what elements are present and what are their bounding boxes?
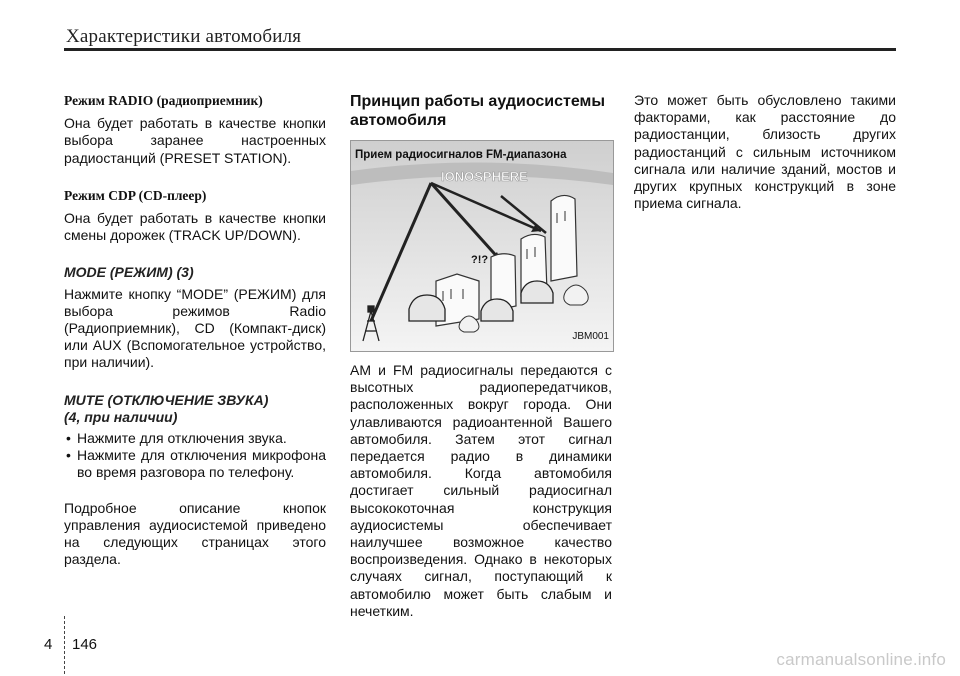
column-left	[64, 92, 326, 568]
mode-text: Нажмите кнопку “MODE” (РЕЖИМ) для выбора режимов Radio (Радиоприемник), CD (Компакт-диск) или AUX (Вспомогательное устройство, при наличии).	[64, 285, 326, 371]
question-marks: ?!?	[471, 254, 489, 266]
mute-heading: MUTE (ОТКЛЮЧЕНИЕ ЗВУКА)	[64, 391, 269, 408]
ionosphere-label: IONOSPHERE	[441, 169, 528, 184]
mute-heading-sub: (4, при наличии)	[64, 408, 178, 425]
list-item: • Нажмите для отключения микрофона во время разговора по телефону.	[64, 447, 326, 481]
cdp-mode-text: Она будет работать в качестве кнопки смены дорожек (TRACK UP/DOWN).	[64, 210, 326, 244]
watermark: carmanualsonline.info	[776, 650, 946, 669]
radio-mode-text: Она будет работать в качестве кнопки выбора заранее настроенных радиостанций (PRESET STATION).	[64, 115, 326, 166]
radio-mode-heading: Режим RADIO (радиоприемник)	[64, 93, 263, 108]
signal-factors-text: Это может быть обусловлено такими факторами, как расстояние до радиостанции, близость других радиостанций с сильным источником сигнала или наличие зданий, мостов и других крупных конструкций в зоне приема сигнала.	[634, 92, 896, 212]
mute-bullet-list	[64, 430, 326, 482]
closing-text: Подробное описание кнопок управления аудиосистемой приведено на следующих страницах этого раздела.	[64, 499, 326, 568]
column-middle	[350, 92, 612, 620]
list-item: • Нажмите для отключения звука.	[64, 430, 326, 447]
radio-principle-text: AM и FM радиосигналы передаются с высотных радиопередатчиков, расположенных вокруг города. Они улавливаются радиоантенной Вашего автомобиля. Затем этот сигнал передается радио в динамики автомобиля. Когда автомобиля достигает сильный радиосигнал высококоточная конструкция аудиосистемы обеспечивает наилучшее возможное качество воспроизведения. Однако в некоторых случаях сигнал, поступающий к автомобилю может быть слабым и нечетким.	[350, 362, 612, 619]
figure-title: Прием радиосигналов FM-диапазона	[355, 149, 567, 161]
figure-code: JBM001	[572, 330, 609, 342]
section-title: Принцип работы аудиосистемы автомобиля	[350, 93, 606, 129]
footer-separator	[64, 616, 66, 674]
header-rule	[64, 48, 896, 51]
page-number: 146	[72, 636, 98, 653]
cdp-mode-heading: Режим CDP (CD-плеер)	[64, 187, 207, 203]
fm-reception-figure	[350, 140, 614, 352]
fm-reception-illustration	[351, 141, 613, 351]
column-right	[634, 92, 896, 212]
page-header-title: Характеристики автомобиля	[66, 26, 302, 47]
mode-heading: MODE (РЕЖИМ) (3)	[64, 264, 194, 281]
section-number: 4	[44, 636, 53, 653]
